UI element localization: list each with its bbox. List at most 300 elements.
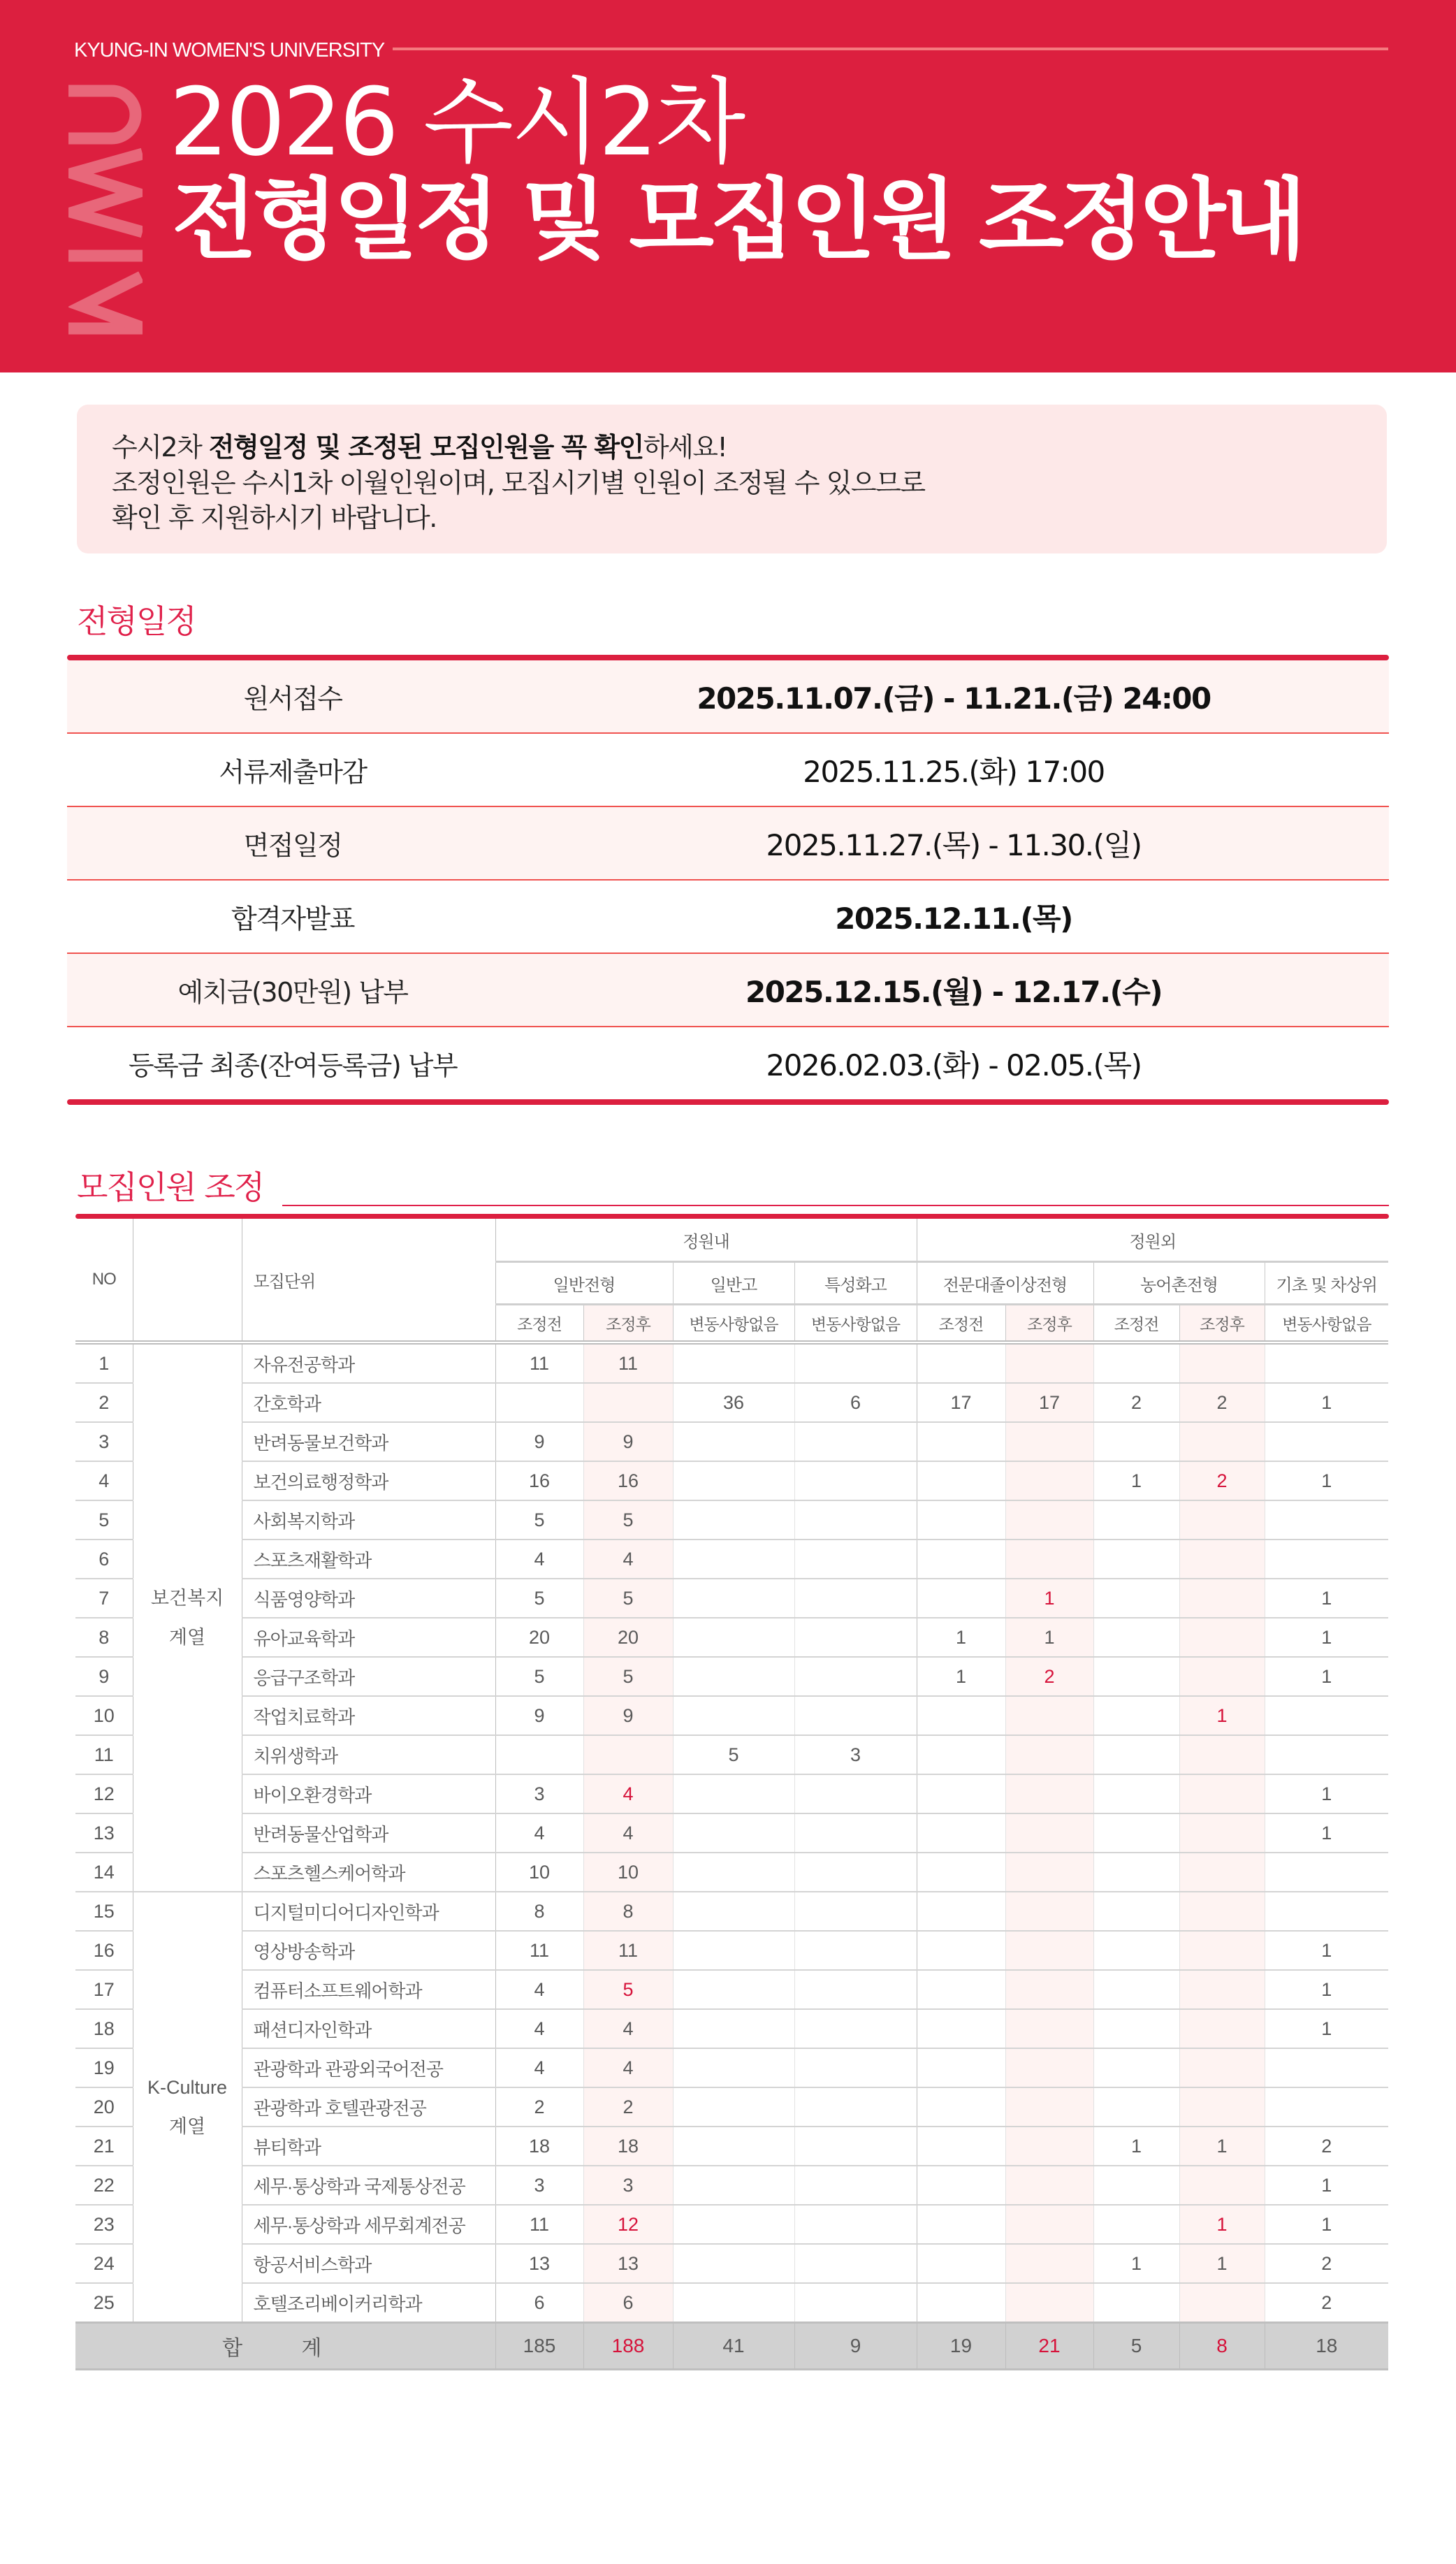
row-number: 8 [75,1618,133,1657]
schedule-row [67,954,1389,1027]
quota-cell [1265,1696,1388,1735]
row-number: 5 [75,1500,133,1540]
header-basic: 기초 및 차상위 [1265,1262,1388,1305]
quota-cell [1179,1579,1265,1618]
quota-cell [1005,1540,1093,1579]
quota-cell: 17 [917,1383,1005,1422]
quota-cell [1005,2048,1093,2087]
quota-cell: 1 [1265,2205,1388,2244]
quota-cell: 9 [583,1696,673,1735]
quota-cell: 9 [495,1422,583,1461]
row-number: 22 [75,2166,133,2205]
header-after: 조정후 [1179,1305,1265,1343]
header-rural: 농어촌전형 [1093,1262,1265,1305]
quota-cell: 20 [495,1618,583,1657]
quota-cell: 1 [1265,1657,1388,1696]
quota-cell: 1 [1093,1461,1179,1500]
quota-cell: 1 [917,1657,1005,1696]
recruitment-unit: 호텔조리베이커리학과 [242,2283,495,2323]
quota-cell: 1 [1093,2244,1179,2283]
quota-cell [1005,2087,1093,2127]
quota-cell: 3 [495,1774,583,1813]
recruitment-unit: 항공서비스학과 [242,2244,495,2283]
quota-cell [794,1540,917,1579]
quota-cell [1005,1342,1093,1383]
quota-cell: 6 [794,1383,917,1422]
quota-cell [1093,2166,1179,2205]
quota-cell: 10 [495,1853,583,1892]
header-no: NO [92,1270,116,1289]
quota-cell [673,1461,794,1500]
quota-cell [673,1579,794,1618]
title-line-2: 전형일정 및 모집인원 조정안내 [172,168,1302,271]
table-row [75,1696,1388,1735]
quota-cell [917,2166,1005,2205]
recruitment-unit: 유아교육학과 [242,1618,495,1657]
group-suffix: 계열 [168,1627,206,1648]
quota-cell [1179,2087,1265,2127]
quota-cell [794,2283,917,2323]
quota-cell: 5 [583,1579,673,1618]
quota-cell [583,1735,673,1774]
total-cell: 19 [917,2323,1005,2370]
recruitment-unit: 세무·통상학과 국제통상전공 [242,2166,495,2205]
table-row [75,1657,1388,1696]
notice-emphasis: 전형일정 및 조정된 모집인원을 꼭 확인 [208,432,643,463]
quota-cell [495,1383,583,1422]
quota-cell: 5 [583,1970,673,2009]
quota-cell: 1 [1265,1579,1388,1618]
quota-cell [917,1342,1005,1383]
quota-cell [1093,1813,1179,1853]
total-cell: 8 [1179,2323,1265,2370]
quota-cell [1265,1853,1388,1892]
table-row [75,2048,1388,2087]
quota-cell [1179,1892,1265,1931]
quota-cell: 4 [583,1813,673,1853]
header-general: 일반전형 [495,1262,673,1305]
quota-cell: 3 [495,2166,583,2205]
quota-cell [794,1853,917,1892]
quota-cell [917,1970,1005,2009]
row-number: 9 [75,1657,133,1696]
quota-cell [917,1461,1005,1500]
quota-cell [917,1892,1005,1931]
quota-cell [1265,1500,1388,1540]
recruitment-unit: 간호학과 [242,1383,495,1422]
schedule-row [67,807,1389,881]
quota-cell [1093,1342,1179,1383]
quota-cell [1265,1892,1388,1931]
recruitment-unit: 치위생학과 [242,1735,495,1774]
recruitment-unit: 관광학과 호텔관광전공 [242,2087,495,2127]
recruitment-unit: 반려동물보건학과 [242,1422,495,1461]
quota-cell [917,1540,1005,1579]
quota-cell [794,1657,917,1696]
quota-cell: 1 [1265,1931,1388,1970]
quota-cell [1005,1696,1093,1735]
header-no-change: 변동사항없음 [673,1305,794,1343]
quota-cell [1265,2048,1388,2087]
quota-cell [1179,1774,1265,1813]
row-number: 4 [75,1461,133,1500]
quota-cell [917,1422,1005,1461]
quota-cell [1179,2166,1265,2205]
quota-cell [794,2009,917,2048]
table-row [75,1618,1388,1657]
row-number: 14 [75,1853,133,1892]
quota-cell: 11 [495,1931,583,1970]
row-number: 6 [75,1540,133,1579]
quota-cell [1005,1500,1093,1540]
table-row [75,1892,1388,1931]
quota-cell [673,1774,794,1813]
recruitment-unit: 컴퓨터소프트웨어학과 [242,1970,495,2009]
quota-cell: 5 [673,1735,794,1774]
quota-cell [1005,2244,1093,2283]
quota-cell [1005,1892,1093,1931]
quota-cell [917,1500,1005,1540]
group-suffix: 계열 [168,2116,206,2137]
quota-cell [583,1383,673,1422]
quota-cell [1179,2283,1265,2323]
table-row [75,2283,1388,2323]
quota-cell [495,1735,583,1774]
quota-cell [794,2166,917,2205]
schedule-table [67,655,1389,1105]
quota-cell [1093,2087,1179,2127]
schedule-value: 2025.12.11.(목) [835,901,1072,936]
total-label: 합 계 [75,2323,495,2370]
recruitment-unit: 반려동물산업학과 [242,1813,495,1853]
quota-cell [673,1931,794,1970]
table-row [75,1813,1388,1853]
quota-cell: 4 [495,1813,583,1853]
quota-cell [794,1774,917,1813]
header-in-quota: 정원내 [495,1219,917,1262]
recruitment-unit: 작업치료학과 [242,1696,495,1735]
header-college-grad: 전문대졸이상전형 [917,1262,1093,1305]
quota-cell: 2 [1179,1383,1265,1422]
quota-cell [917,2244,1005,2283]
quota-cell: 2 [1179,1461,1265,1500]
total-cell: 188 [583,2323,673,2370]
quota-cell: 1 [1179,2244,1265,2283]
quota-cell [1005,1422,1093,1461]
quota-cell [1093,1696,1179,1735]
quota-cell [1093,1853,1179,1892]
recruitment-section-title: 모집인원 조정 [77,1168,264,1206]
quota-cell [1093,2048,1179,2087]
quota-cell [673,1422,794,1461]
quota-cell: 10 [583,1853,673,1892]
header-divider [393,48,1388,50]
quota-cell: 9 [583,1422,673,1461]
table-row [75,2205,1388,2244]
quota-cell: 4 [583,2009,673,2048]
quota-cell: 1 [1179,2205,1265,2244]
table-row [75,2166,1388,2205]
quota-cell [1093,1931,1179,1970]
quota-cell [1179,1931,1265,1970]
quota-cell [1265,1735,1388,1774]
quota-cell: 8 [583,1892,673,1931]
schedule-label: 면접일정 [243,830,342,861]
quota-cell [1005,1853,1093,1892]
quota-cell: 12 [583,2205,673,2244]
quota-cell: 4 [495,2048,583,2087]
row-number: 21 [75,2127,133,2166]
row-number: 3 [75,1422,133,1461]
quota-cell: 8 [495,1892,583,1931]
quota-cell [1005,1461,1093,1500]
quota-cell [1179,1735,1265,1774]
quota-cell: 1 [917,1618,1005,1657]
quota-cell [673,1540,794,1579]
notice-line-3: 확인 후 지원하시기 바랍니다. [112,502,437,533]
quota-cell: 2 [1265,2283,1388,2323]
quota-cell: 16 [583,1461,673,1500]
quota-cell [917,2087,1005,2127]
schedule-value: 2026.02.03.(화) - 02.05.(목) [766,1048,1142,1082]
row-number: 15 [75,1892,133,1931]
quota-cell [794,1342,917,1383]
quota-cell [917,2048,1005,2087]
quota-cell [917,1853,1005,1892]
header-general-hs: 일반고 [673,1262,794,1305]
quota-cell: 2 [1265,2244,1388,2283]
header-no-change: 변동사항없음 [794,1305,917,1343]
header-banner [0,0,1456,372]
title-line-1: 2026 수시2차 [169,68,743,177]
schedule-value: 2025.11.25.(화) 17:00 [803,754,1105,789]
recruitment-unit: 보건의료행정학과 [242,1461,495,1500]
quota-cell: 3 [794,1735,917,1774]
header-no-change: 변동사항없음 [1265,1305,1388,1343]
quota-cell [673,1892,794,1931]
quota-cell: 4 [583,2048,673,2087]
schedule-row [67,881,1389,954]
quota-cell [794,2127,917,2166]
quota-cell [1265,1540,1388,1579]
quota-cell: 1 [1093,2127,1179,2166]
quota-cell [794,1500,917,1540]
group-name: K-Culture [147,2077,228,2098]
quota-cell: 1 [1265,1813,1388,1853]
table-row [75,2009,1388,2048]
row-number: 17 [75,1970,133,2009]
schedule-label: 예치금(30만원) 납부 [177,977,408,1008]
quota-cell [673,1813,794,1853]
recruitment-unit: 뷰티학과 [242,2127,495,2166]
quota-cell: 3 [583,2166,673,2205]
quota-cell [673,2283,794,2323]
row-number: 12 [75,1774,133,1813]
quota-cell [1179,1422,1265,1461]
quota-cell [1179,1500,1265,1540]
quota-cell: 1 [1265,2009,1388,2048]
quota-cell: 1 [1265,1970,1388,2009]
table-row [75,2087,1388,2127]
total-row [75,2323,1388,2370]
quota-cell [917,1696,1005,1735]
header-before: 조정전 [495,1305,583,1343]
quota-cell: 5 [495,1579,583,1618]
quota-cell: 18 [495,2127,583,2166]
quota-cell [917,2205,1005,2244]
quota-cell [917,1735,1005,1774]
quota-cell [794,1931,917,1970]
table-row [75,1970,1388,2009]
table-row [75,2127,1388,2166]
total-cell: 9 [794,2323,917,2370]
group-name: 보건복지 [150,1588,224,1609]
schedule-row [67,660,1389,734]
recruitment-unit: 관광학과 관광외국어전공 [242,2048,495,2087]
row-number: 18 [75,2009,133,2048]
quota-cell: 1 [1179,2127,1265,2166]
quota-cell [1093,1657,1179,1696]
quota-cell [794,2244,917,2283]
quota-cell [1093,1892,1179,1931]
header-special-hs: 특성화고 [794,1262,917,1305]
quota-cell [673,1970,794,2009]
header-group [133,1219,242,1342]
quota-cell [794,2048,917,2087]
quota-cell [673,1657,794,1696]
row-number: 11 [75,1735,133,1774]
quota-cell [1179,1540,1265,1579]
table-row [75,1774,1388,1813]
header-before: 조정전 [917,1305,1005,1343]
recruitment-unit: 패션디자인학과 [242,2009,495,2048]
quota-cell [1093,1970,1179,2009]
quota-cell [1093,2283,1179,2323]
schedule-row [67,1027,1389,1099]
quota-cell [1265,1422,1388,1461]
quota-cell [673,2009,794,2048]
quota-cell [1179,1813,1265,1853]
quota-cell: 20 [583,1618,673,1657]
quota-cell [1093,1774,1179,1813]
quota-cell [917,1774,1005,1813]
quota-cell [794,2087,917,2127]
total-cell: 185 [495,2323,583,2370]
quota-cell [673,2244,794,2283]
quota-cell: 4 [495,1540,583,1579]
row-number: 25 [75,2283,133,2323]
quota-cell: 11 [495,1342,583,1383]
row-number: 10 [75,1696,133,1735]
table-row [75,1853,1388,1892]
quota-cell [1179,1853,1265,1892]
quota-cell [1179,1970,1265,2009]
recruitment-unit: 디지털미디어디자인학과 [242,1892,495,1931]
quota-cell: 1 [1265,2166,1388,2205]
table-row [75,1422,1388,1461]
quota-cell [794,2205,917,2244]
quota-cell [1005,1970,1093,2009]
quota-cell [1179,1618,1265,1657]
table-row [75,1931,1388,1970]
recruitment-unit: 영상방송학과 [242,1931,495,1970]
schedule-section-title: 전형일정 [77,602,196,640]
table-row [75,1579,1388,1618]
header-unit: 모집단위 [242,1219,495,1342]
quota-cell: 6 [583,2283,673,2323]
quota-cell: 5 [495,1657,583,1696]
schedule-top-bar [67,655,1389,660]
quota-cell [673,2127,794,2166]
quota-cell: 2 [583,2087,673,2127]
quota-cell: 2 [1005,1657,1093,1696]
recruitment-unit: 자유전공학과 [242,1342,495,1383]
quota-cell: 1 [1265,1618,1388,1657]
header-after: 조정후 [1005,1305,1093,1343]
quota-cell: 18 [583,2127,673,2166]
row-number: 16 [75,1931,133,1970]
quota-cell: 4 [583,1540,673,1579]
quota-cell: 36 [673,1383,794,1422]
quota-cell [917,1931,1005,1970]
group-label [133,1892,242,2323]
quota-cell: 5 [495,1500,583,1540]
quota-cell: 4 [495,2009,583,2048]
table-row [75,1342,1388,1383]
notice-text: 수시2차 [112,432,209,463]
quota-cell [1005,1813,1093,1853]
notice-line-2: 조정인원은 수시1차 이월인원이며, 모집시기별 인원이 조정될 수 있으므로 [112,468,925,498]
quota-cell: 2 [1093,1383,1179,1422]
table-row [75,1540,1388,1579]
quota-cell [1265,2087,1388,2127]
schedule-rows [67,660,1389,1099]
group-label [133,1342,242,1892]
quota-cell [794,1461,917,1500]
quota-cell [1093,1735,1179,1774]
quota-cell [673,2048,794,2087]
quota-cell [673,1618,794,1657]
quota-cell: 1 [1179,1696,1265,1735]
quota-cell [673,2205,794,2244]
quota-cell [1093,1579,1179,1618]
quota-cell: 5 [583,1500,673,1540]
row-number: 23 [75,2205,133,2244]
quota-cell [673,1696,794,1735]
quota-cell [917,1579,1005,1618]
recruitment-unit: 사회복지학과 [242,1500,495,1540]
table-row [75,1500,1388,1540]
quota-cell [1005,1931,1093,1970]
schedule-row [67,734,1389,807]
quota-cell: 5 [583,1657,673,1696]
quota-cell: 1 [1005,1579,1093,1618]
row-number: 19 [75,2048,133,2087]
quota-cell [1093,1618,1179,1657]
quota-cell [1005,1774,1093,1813]
recruitment-unit: 스포츠헬스케어학과 [242,1853,495,1892]
quota-cell [917,1813,1005,1853]
table-row [75,1735,1388,1774]
table-row [75,1461,1388,1500]
quota-cell [1005,2166,1093,2205]
quota-cell [1179,1342,1265,1383]
row-number: 2 [75,1383,133,1422]
quota-cell [917,2009,1005,2048]
quota-cell: 11 [583,1342,673,1383]
quota-cell: 16 [495,1461,583,1500]
university-name: KYUNG-IN WOMEN'S UNIVERSITY [74,39,385,61]
